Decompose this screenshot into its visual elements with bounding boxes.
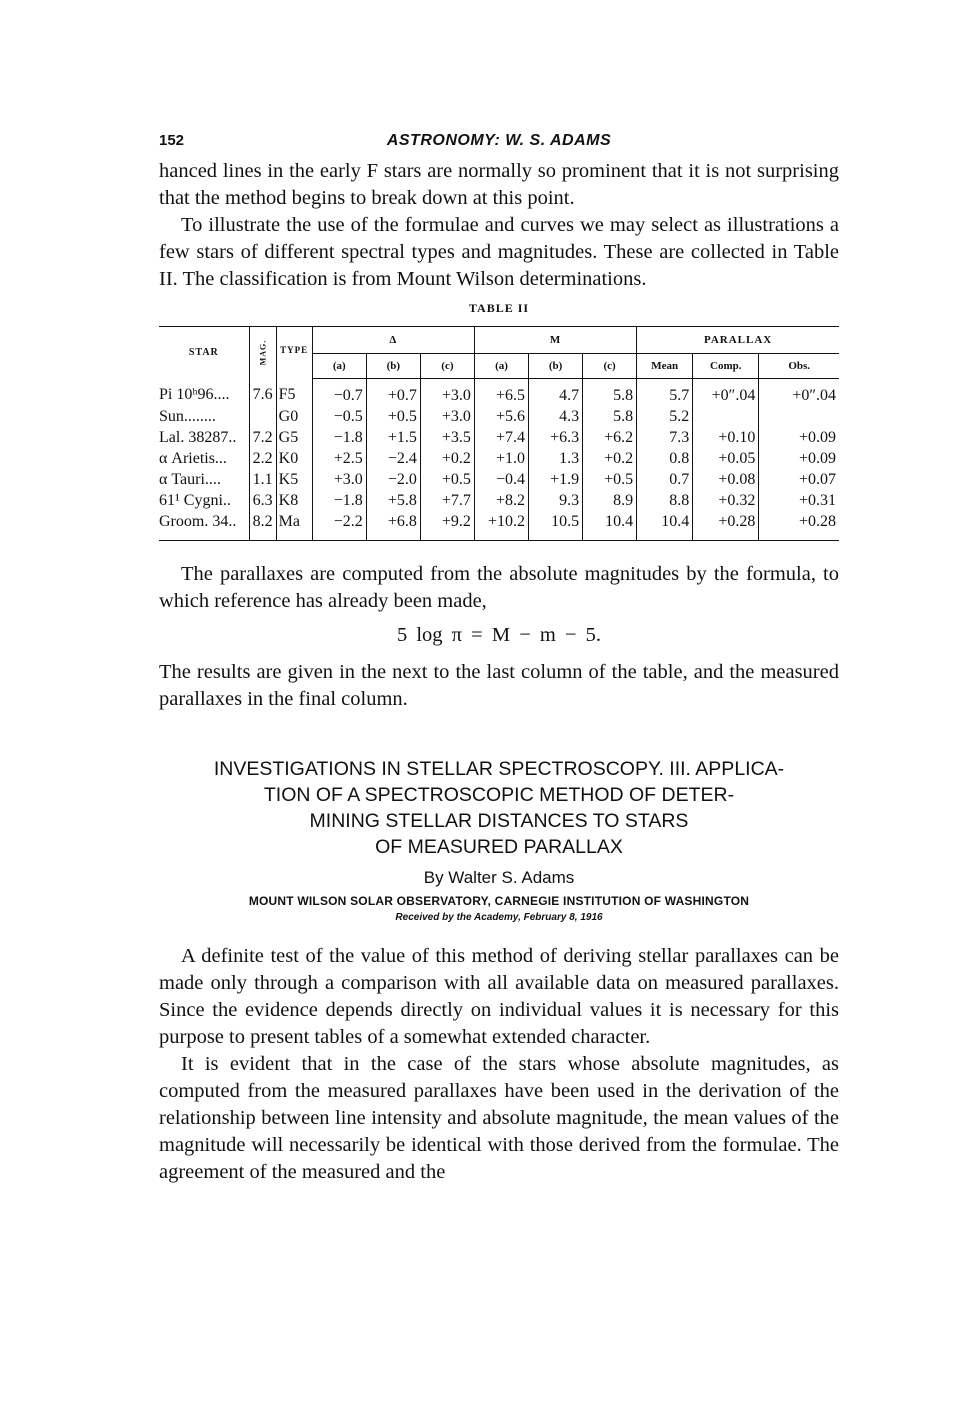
cell-star: α Tauri.... [159, 470, 221, 488]
article-title [159, 756, 839, 860]
header-parallax: PARALLAX [637, 327, 839, 354]
cell-m-a: +8.2 [474, 490, 528, 511]
cell-mag: 7.6 [249, 379, 276, 407]
cell-delta-b: −2.4 [366, 448, 420, 469]
cell-m-c: +6.2 [583, 427, 637, 448]
cell-delta-c: +9.2 [420, 511, 474, 541]
cell-m-b: +6.3 [529, 427, 583, 448]
table-row [159, 379, 839, 407]
cell-obs: +0″.04 [759, 379, 839, 407]
header-obs: Obs. [759, 354, 839, 379]
cell-star: Pi 10ʰ96.... [159, 386, 230, 404]
table-row [159, 490, 839, 511]
cell-delta-b: +0.7 [366, 379, 420, 407]
cell-obs: +0.09 [759, 427, 839, 448]
cell-m-b: 9.3 [529, 490, 583, 511]
continued-paragraph: hanced lines in the early F stars are normally so prominent that it is not surprising that the method begins to break down at this point. [159, 160, 839, 209]
cell-m-a: +10.2 [474, 511, 528, 541]
cell-delta-a: −1.8 [312, 427, 366, 448]
header-star: STAR [159, 327, 249, 379]
header-delta: Δ [312, 327, 474, 354]
cell-m-a: −0.4 [474, 469, 528, 490]
table-row [159, 469, 839, 490]
cell-delta-b: +0.5 [366, 406, 420, 427]
stars-table [159, 326, 839, 541]
cell-type: K0 [276, 448, 312, 469]
header-mag-label: MAG. [258, 339, 268, 366]
header-m-c: (c) [583, 354, 637, 379]
cell-m-c: 5.8 [583, 406, 637, 427]
table-intro-paragraph: To illustrate the use of the formulae and curves we may select as illustrations a few stars of different spectral types and magnitudes. These are collected in Table II. The classification is from Mount Wilson determinations. [159, 214, 839, 290]
cell-type: G0 [276, 406, 312, 427]
cell-obs: +0.28 [759, 511, 839, 541]
cell-delta-b: +6.8 [366, 511, 420, 541]
cell-obs [759, 406, 839, 427]
header-mean: Mean [637, 354, 693, 379]
article-paragraph: A definite test of the value of this method of deriving stellar parallaxes can be made only through a comparison with all available data on measured parallaxes. Since the evidence depends directly on individual values it is necessary for this purpose to present tables of a somewhat extended character. [159, 945, 839, 1048]
header-type: TYPE [276, 327, 312, 379]
cell-m-a: +1.0 [474, 448, 528, 469]
cell-obs: +0.09 [759, 448, 839, 469]
cell-delta-c: +0.5 [420, 469, 474, 490]
table-title: TABLE II [468, 301, 530, 315]
cell-star: Sun........ [159, 407, 216, 425]
article-title-line: INVESTIGATIONS IN STELLAR SPECTROSCOPY. III. APPLICA- [213, 758, 785, 780]
cell-delta-b: +1.5 [366, 427, 420, 448]
received-date: Received by the Academy, February 8, 1916 [395, 912, 603, 923]
results-paragraph: The results are given in the next to the last column of the table, and the measured parallaxes in the final column. [159, 661, 839, 710]
table-row [159, 511, 839, 541]
cell-m-b: 4.3 [529, 406, 583, 427]
cell-mean: 7.3 [637, 427, 693, 448]
cell-delta-a: +2.5 [312, 448, 366, 469]
cell-mean: 8.8 [637, 490, 693, 511]
cell-mean: 5.2 [637, 406, 693, 427]
cell-comp: +0.32 [693, 490, 759, 511]
cell-type: Ma [276, 511, 312, 541]
cell-delta-c: +7.7 [420, 490, 474, 511]
cell-comp: +0.10 [693, 427, 759, 448]
cell-comp [693, 406, 759, 427]
cell-delta-a: −2.2 [312, 511, 366, 541]
cell-mean: 0.8 [637, 448, 693, 469]
cell-obs: +0.31 [759, 490, 839, 511]
header-m-b: (b) [529, 354, 583, 379]
header-comp: Comp. [693, 354, 759, 379]
page-number: 152 [159, 132, 185, 149]
cell-mean: 10.4 [637, 511, 693, 541]
article-affiliation: MOUNT WILSON SOLAR OBSERVATORY, CARNEGIE INSTITUTION OF WASHINGTON [248, 894, 750, 908]
cell-star: Lal. 38287.. [159, 428, 237, 446]
cell-star: α Arietis... [159, 449, 227, 467]
header-delta-b: (b) [366, 354, 420, 379]
cell-type: K5 [276, 469, 312, 490]
cell-mean: 5.7 [637, 379, 693, 407]
cell-mag: 7.2 [249, 427, 276, 448]
header-delta-a: (a) [312, 354, 366, 379]
header-absolute-magnitude: M [474, 327, 636, 354]
journal-page [159, 128, 839, 1186]
cell-delta-a: +3.0 [312, 469, 366, 490]
cell-delta-a: −0.7 [312, 379, 366, 407]
cell-type: K8 [276, 490, 312, 511]
cell-m-b: 10.5 [529, 511, 583, 541]
cell-m-a: +7.4 [474, 427, 528, 448]
cell-delta-a: −1.8 [312, 490, 366, 511]
cell-delta-b: +5.8 [366, 490, 420, 511]
cell-m-c: 10.4 [583, 511, 637, 541]
cell-delta-c: +3.0 [420, 406, 474, 427]
cell-mean: 0.7 [637, 469, 693, 490]
cell-comp: +0″.04 [693, 379, 759, 407]
cell-mag: 1.1 [249, 469, 276, 490]
article-title-line: TION OF A SPECTROSCOPIC METHOD OF DETER- [263, 784, 735, 806]
parallax-formula: 5 log π = M − m − 5. [396, 624, 602, 646]
cell-obs: +0.07 [759, 469, 839, 490]
table-row [159, 427, 839, 448]
article-title-line: OF MEASURED PARALLAX [375, 836, 623, 858]
cell-m-c: +0.2 [583, 448, 637, 469]
article-byline: By Walter S. Adams [423, 868, 575, 887]
cell-delta-a: −0.5 [312, 406, 366, 427]
cell-m-b: 1.3 [529, 448, 583, 469]
running-head: ASTRONOMY: W. S. ADAMS [386, 132, 612, 149]
article-paragraph: It is evident that in the case of the stars whose absolute magnitudes, as computed from the measured parallaxes have been used in the derivation of the relationship between line intensity and absolute magnitude, the mean values of the magnitude will necessarily be identical with those derived from the formulae. The agreement of the measured and the [159, 1053, 839, 1183]
cell-mag: 8.2 [249, 511, 276, 541]
cell-comp: +0.05 [693, 448, 759, 469]
cell-m-a: +5.6 [474, 406, 528, 427]
table-row [159, 406, 839, 427]
cell-mag [249, 406, 276, 427]
cell-delta-c: +0.2 [420, 448, 474, 469]
cell-mag: 6.3 [249, 490, 276, 511]
cell-type: F5 [276, 379, 312, 407]
cell-star: 61¹ Cygni.. [159, 491, 231, 509]
cell-m-c: +0.5 [583, 469, 637, 490]
cell-m-b: +1.9 [529, 469, 583, 490]
header-m-a: (a) [474, 354, 528, 379]
cell-m-a: +6.5 [474, 379, 528, 407]
header-delta-c: (c) [420, 354, 474, 379]
cell-delta-c: +3.5 [420, 427, 474, 448]
header-mag [249, 327, 276, 379]
parallax-formula-intro: The parallaxes are computed from the absolute magnitudes by the formula, to which reference has already been made, [159, 563, 839, 612]
page-header [159, 128, 839, 158]
cell-m-c: 5.8 [583, 379, 637, 407]
cell-star: Groom. 34.. [159, 511, 249, 541]
cell-m-c: 8.9 [583, 490, 637, 511]
article-title-line: MINING STELLAR DISTANCES TO STARS [309, 810, 689, 832]
cell-comp: +0.28 [693, 511, 759, 541]
cell-comp: +0.08 [693, 469, 759, 490]
cell-delta-b: −2.0 [366, 469, 420, 490]
cell-mag: 2.2 [249, 448, 276, 469]
cell-delta-c: +3.0 [420, 379, 474, 407]
table-row [159, 448, 839, 469]
cell-m-b: 4.7 [529, 379, 583, 407]
cell-type: G5 [276, 427, 312, 448]
